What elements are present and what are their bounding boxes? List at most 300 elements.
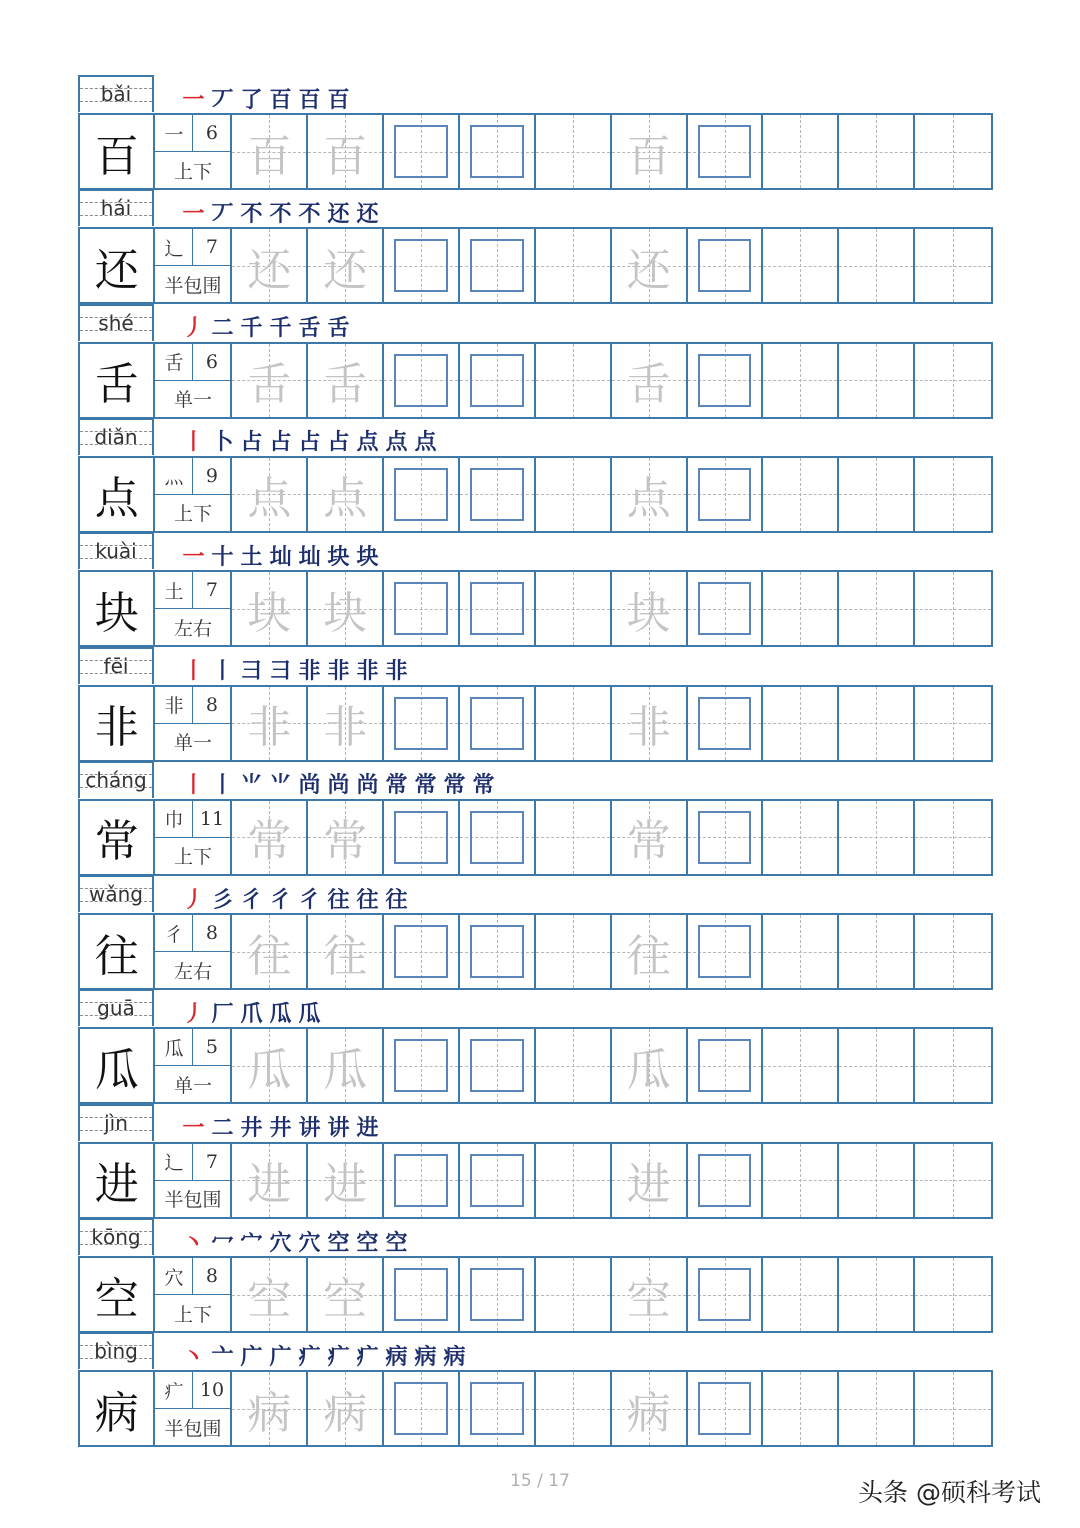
stroke-step: 占 [298,425,321,456]
model-character: 点 [80,458,155,531]
char-row [78,532,993,646]
trace-character: 常 [626,816,671,868]
structure: 半包围 [164,274,222,297]
practice-cell [839,687,915,760]
inner-box [698,354,752,407]
trace-character: 病 [323,1387,368,1439]
model-character: 舌 [80,344,155,417]
stroke-step: 块 [356,540,379,571]
inner-box [698,925,752,978]
box-cell [460,1144,536,1217]
stroke-step: 疒 [356,1340,379,1371]
pinyin-box [78,1218,154,1255]
practice-cell [915,344,991,417]
stroke-order [182,428,437,454]
trace-character: 进 [626,1159,671,1211]
stroke-step: 常 [472,768,495,799]
trace-cell [308,572,384,645]
stroke-step: 瓜 [298,997,321,1028]
practice-cell [915,687,991,760]
practice-cell [839,344,915,417]
inner-box [698,1039,752,1092]
stroke-count: 9 [193,458,230,495]
practice-cell [536,687,612,760]
box-cell [688,915,764,988]
inner-box [394,1154,448,1207]
trace-character: 空 [626,1273,671,1325]
pinyin: wǎng [89,882,143,907]
model-character: 往 [80,915,155,988]
radical: 疒 [155,1372,193,1409]
pinyin-box [78,761,154,798]
practice-cell [763,1258,839,1331]
stroke-order [182,85,350,111]
char-info [155,801,232,874]
radical: 辶 [155,229,193,266]
practice-cell [839,801,915,874]
stroke-step: 一 [182,83,205,114]
char-info [155,344,232,417]
practice-cell [915,229,991,302]
practice-cell [536,1029,612,1102]
structure: 半包围 [164,1189,222,1212]
inner-box [698,239,752,292]
stroke-step: 彐 [240,654,263,685]
model-character: 病 [80,1372,155,1445]
trace-cell [308,1144,384,1217]
stroke-step: 二 [211,311,234,342]
box-cell [688,1372,764,1445]
stroke-step: 了 [240,83,263,114]
stroke-order [182,199,379,225]
stroke-count: 7 [193,229,230,266]
trace-character: 非 [247,702,292,753]
stroke-step: 丨 [211,768,234,799]
inner-box [470,125,524,178]
trace-cell [232,572,308,645]
practice-cell [763,687,839,760]
trace-cell [232,344,308,417]
char-info [155,915,232,988]
inner-box [470,1039,524,1092]
stroke-step: 往 [385,883,408,914]
trace-character: 点 [626,473,671,525]
practice-cell [536,1144,612,1217]
pinyin-box [78,304,154,341]
stroke-step: 往 [327,883,350,914]
stroke-step: 尚 [327,768,350,799]
stroke-step: 一 [182,1111,205,1142]
box-cell [384,572,460,645]
stroke-step: 丿 [182,997,205,1028]
char-info [155,1258,232,1331]
trace-character: 空 [323,1273,368,1325]
stroke-step: 百 [327,83,350,114]
trace-cell [232,458,308,531]
stroke-step: 块 [327,540,350,571]
radical: 彳 [155,915,193,952]
structure: 左右 [173,617,212,640]
inner-box [470,582,524,635]
pinyin: hái [100,196,132,221]
inner-box [470,354,524,407]
stroke-step: 丨 [182,768,205,799]
inner-box [698,468,752,521]
trace-character: 往 [323,930,368,982]
trace-character: 空 [247,1273,292,1325]
stroke-step: 常 [443,768,466,799]
box-cell [384,115,460,188]
box-cell [384,1372,460,1445]
box-cell [688,1258,764,1331]
inner-box [470,239,524,292]
practice-cell [839,1029,915,1102]
inner-box [394,811,448,864]
stroke-count: 8 [193,1258,230,1295]
inner-box [470,925,524,978]
trace-character: 舌 [247,359,292,411]
stroke-step: 常 [414,768,437,799]
inner-box [394,925,448,978]
stroke-step: 空 [327,1226,350,1257]
pinyin-box [78,189,154,226]
model-character: 进 [80,1144,155,1217]
box-cell [384,458,460,531]
practice-cell [839,1372,915,1445]
practice-cell [536,458,612,531]
radical: 瓜 [155,1029,193,1066]
stroke-step: 亠 [211,1340,234,1371]
char-info [155,115,232,188]
trace-character: 块 [247,587,292,639]
radical: 非 [155,687,193,724]
stroke-count: 6 [193,115,230,152]
radical: 巾 [155,801,193,838]
trace-cell [308,1258,384,1331]
box-cell [688,1029,764,1102]
stroke-step: 丆 [211,83,234,114]
box-cell [688,344,764,417]
inner-box [698,697,752,750]
box-cell [460,1372,536,1445]
stroke-order [182,885,408,911]
model-character: 非 [80,687,155,760]
trace-character: 进 [247,1159,292,1211]
pinyin: jìn [104,1110,128,1135]
stroke-count: 7 [193,1144,230,1181]
trace-character: 百 [323,130,368,182]
practice-cell [763,572,839,645]
stroke-step: 不 [298,197,321,228]
trace-cell [308,801,384,874]
trace-cell [232,801,308,874]
inner-box [394,1382,448,1435]
stroke-step: 彳 [298,883,321,914]
trace-character: 常 [247,816,292,868]
stroke-step: ⺌ [240,768,263,799]
stroke-step: 广 [240,1340,263,1371]
inner-box [470,811,524,864]
practice-cell [915,572,991,645]
stroke-order [182,1228,408,1254]
stroke-step: 常 [385,768,408,799]
stroke-step: 尚 [356,768,379,799]
box-cell [384,1029,460,1102]
box-cell [688,229,764,302]
practice-cell [536,572,612,645]
writing-grid [78,1027,993,1104]
radical: 土 [155,572,193,609]
trace-cell [612,1372,688,1445]
stroke-step: 广 [269,1340,292,1371]
trace-character: 往 [626,930,671,982]
trace-cell [308,344,384,417]
writing-grid [78,685,993,762]
pinyin: kuài [95,539,137,564]
practice-cell [839,229,915,302]
trace-cell [612,915,688,988]
trace-character: 还 [323,244,368,296]
trace-cell [232,229,308,302]
stroke-step: 宀 [240,1226,263,1257]
inner-box [698,582,752,635]
practice-cell [763,801,839,874]
model-character: 百 [80,115,155,188]
stroke-step: 往 [356,883,379,914]
trace-cell [612,1029,688,1102]
box-cell [688,801,764,874]
inner-box [470,1154,524,1207]
stroke-step: 空 [356,1226,379,1257]
inner-box [394,125,448,178]
stroke-step: 还 [327,197,350,228]
stroke-order [182,1342,466,1368]
box-cell [688,458,764,531]
stroke-step: 点 [356,425,379,456]
stroke-step: 丆 [211,197,234,228]
trace-character: 瓜 [626,1044,671,1096]
stroke-order [182,314,350,340]
trace-character: 百 [247,130,292,182]
trace-cell [612,1258,688,1331]
inner-box [698,1382,752,1435]
watermark: 头条 @硕科考试 [858,1478,1041,1507]
practice-cell [839,458,915,531]
char-row [78,189,993,303]
trace-cell [612,687,688,760]
char-row [78,75,993,189]
box-cell [460,115,536,188]
box-cell [460,801,536,874]
trace-cell [612,801,688,874]
model-character: 还 [80,229,155,302]
pinyin: guā [97,996,135,1021]
stroke-step: 圸 [298,540,321,571]
trace-cell [308,229,384,302]
trace-cell [308,115,384,188]
trace-cell [308,687,384,760]
stroke-step: 丿 [182,311,205,342]
stroke-step: 讲 [327,1111,350,1142]
stroke-step: 十 [211,540,234,571]
trace-cell [232,115,308,188]
stroke-step: 穴 [298,1226,321,1257]
practice-cell [915,915,991,988]
stroke-step: 疒 [327,1340,350,1371]
practice-cell [915,1258,991,1331]
practice-cell [915,1372,991,1445]
writing-grid [78,1370,993,1447]
structure: 单一 [173,732,212,754]
char-info [155,1372,232,1445]
trace-character: 舌 [323,359,368,411]
stroke-step: 病 [414,1340,437,1371]
practice-cell [763,229,839,302]
practice-cell [915,458,991,531]
radical: 灬 [155,458,193,495]
box-cell [384,344,460,417]
inner-box [394,1268,448,1321]
practice-cell [763,344,839,417]
stroke-step: 彐 [269,654,292,685]
model-character: 块 [80,572,155,645]
practice-cell [536,1258,612,1331]
char-row [78,989,993,1103]
stroke-step: 占 [269,425,292,456]
stroke-count: 7 [193,572,230,609]
trace-cell [612,572,688,645]
practice-cell [915,1144,991,1217]
box-cell [688,1144,764,1217]
char-info [155,1144,232,1217]
stroke-order [182,657,408,683]
stroke-step: 点 [385,425,408,456]
stroke-step: 圸 [269,540,292,571]
stroke-step: 非 [356,654,379,685]
box-cell [384,801,460,874]
stroke-count: 8 [193,915,230,952]
stroke-step: 井 [240,1111,263,1142]
stroke-step: 厂 [211,997,234,1028]
trace-cell [612,115,688,188]
writing-grid [78,1142,993,1219]
box-cell [384,1258,460,1331]
structure: 半包围 [164,1417,222,1440]
pinyin-box [78,75,154,112]
trace-character: 进 [323,1159,368,1211]
stroke-step: 舌 [298,311,321,342]
practice-cell [763,1029,839,1102]
stroke-count: 5 [193,1029,230,1066]
stroke-step: ⺌ [269,768,292,799]
stroke-step: 二 [211,1111,234,1142]
trace-character: 点 [323,473,368,525]
trace-cell [308,915,384,988]
box-cell [688,687,764,760]
practice-cell [839,1144,915,1217]
practice-cell [536,344,612,417]
trace-character: 瓜 [323,1044,368,1096]
trace-cell [232,1258,308,1331]
trace-character: 舌 [626,359,671,411]
inner-box [698,125,752,178]
practice-cell [763,915,839,988]
stroke-step: 不 [240,197,263,228]
practice-cell [763,458,839,531]
model-character: 空 [80,1258,155,1331]
practice-cell [839,915,915,988]
practice-cell [536,1372,612,1445]
pinyin-box [78,1104,154,1141]
stroke-step: 非 [327,654,350,685]
stroke-step: 占 [240,425,263,456]
stroke-order [182,1114,379,1140]
practice-cell [839,1258,915,1331]
stroke-step: 丨 [182,654,205,685]
box-cell [460,915,536,988]
char-row [78,418,993,532]
trace-character: 块 [323,587,368,639]
box-cell [384,915,460,988]
stroke-step: 非 [298,654,321,685]
trace-character: 非 [323,702,368,753]
char-row [78,304,993,418]
stroke-step: 一 [182,540,205,571]
practice-cell [915,1029,991,1102]
trace-character: 非 [626,702,671,753]
practice-cell [915,115,991,188]
stroke-step: 冖 [211,1226,234,1257]
inner-box [394,354,448,407]
box-cell [460,344,536,417]
stroke-order [182,542,379,568]
inner-box [470,1268,524,1321]
radical: 一 [155,115,193,152]
stroke-step: 病 [385,1340,408,1371]
practice-cell [839,572,915,645]
trace-cell [232,1144,308,1217]
stroke-step: 不 [269,197,292,228]
structure: 单一 [173,1074,212,1097]
trace-cell [308,1029,384,1102]
stroke-count: 6 [193,344,230,381]
trace-cell [612,344,688,417]
inner-box [698,1268,752,1321]
structure: 上下 [173,503,212,526]
char-info [155,1029,232,1102]
char-row [78,1104,993,1218]
model-character: 瓜 [80,1029,155,1102]
box-cell [688,572,764,645]
trace-character: 点 [247,473,292,525]
stroke-step: 丶 [182,1226,205,1257]
stroke-count: 8 [193,687,230,724]
char-row [78,647,993,761]
trace-character: 还 [626,244,671,296]
structure: 上下 [173,1303,212,1326]
stroke-order [182,999,321,1025]
stroke-step: 百 [269,83,292,114]
trace-character: 百 [626,130,671,182]
stroke-step: 尚 [298,768,321,799]
practice-cell [536,801,612,874]
trace-character: 病 [626,1387,671,1439]
pinyin-box [78,1332,154,1369]
structure: 单一 [173,389,212,412]
box-cell [384,1144,460,1217]
inner-box [470,468,524,521]
char-info [155,572,232,645]
